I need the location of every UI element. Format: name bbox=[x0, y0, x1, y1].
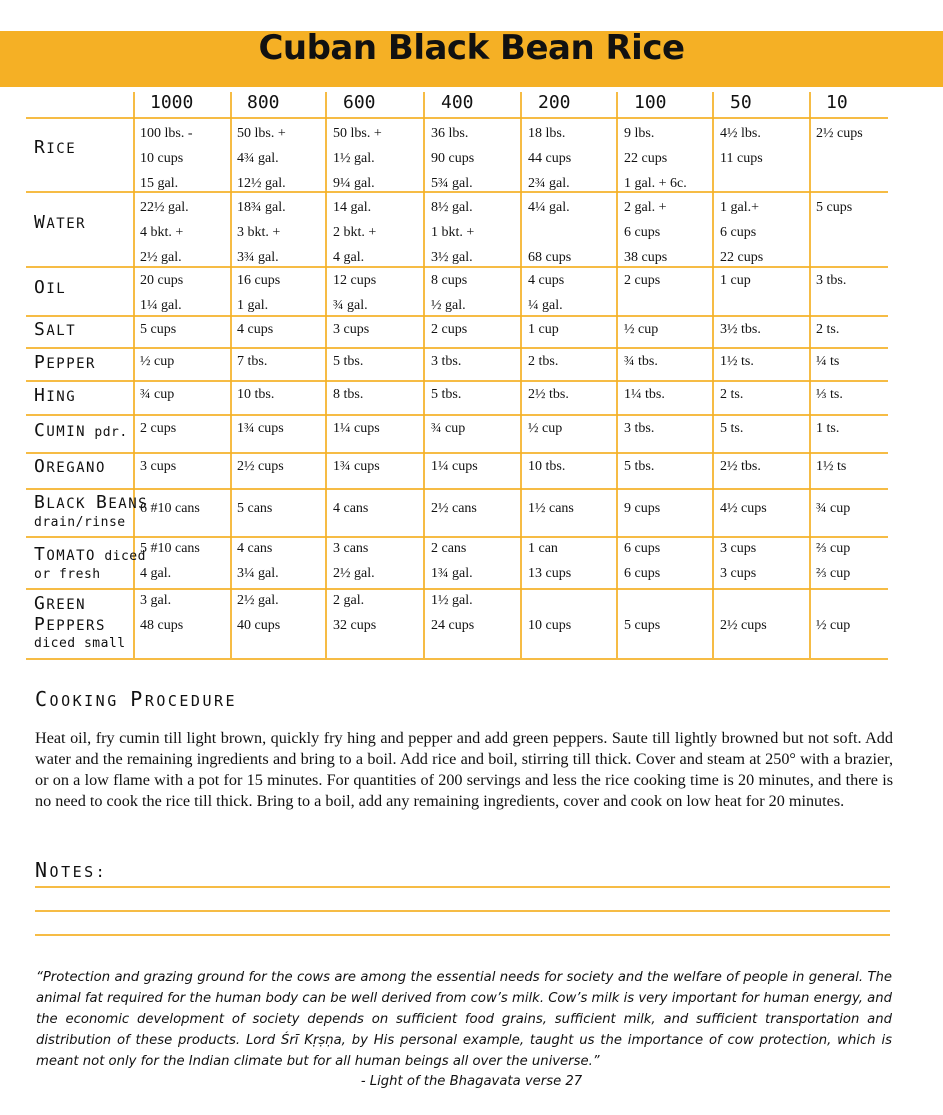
row-rule bbox=[26, 658, 888, 660]
cell-line: 6 cups bbox=[720, 225, 757, 240]
notes-heading: NOTES: bbox=[35, 858, 108, 882]
cell-line: 2 cans bbox=[431, 541, 467, 556]
table-cell bbox=[720, 416, 743, 441]
cell-line: 4½ cups bbox=[720, 501, 767, 516]
table-cell bbox=[140, 195, 189, 270]
table-cell bbox=[720, 349, 754, 374]
cell-line: 1½ ts. bbox=[720, 354, 754, 369]
column-header-600: 600 bbox=[343, 92, 376, 113]
cell-line: 5 tbs. bbox=[624, 459, 655, 474]
table-cell bbox=[237, 416, 284, 441]
cell-line: 16 cups bbox=[237, 273, 281, 288]
table-cell bbox=[237, 268, 280, 318]
cell-line: 1 gal. + 6c. bbox=[624, 176, 687, 191]
table-cell bbox=[720, 317, 761, 342]
cell-line: 2½ tbs. bbox=[720, 459, 761, 474]
cell-line: 6 cups bbox=[624, 566, 661, 581]
cell-line: 1¼ cups bbox=[333, 421, 380, 436]
table-cell bbox=[528, 349, 558, 374]
table-cell bbox=[624, 382, 665, 407]
row-label: CUMIN pdr. bbox=[34, 420, 128, 441]
cell-line: 6 cups bbox=[624, 541, 661, 556]
cell-line: 3¾ gal. bbox=[237, 250, 279, 265]
table-cell bbox=[816, 121, 863, 196]
cell-line: ⅔ cup bbox=[816, 541, 851, 556]
column-rule bbox=[520, 92, 522, 658]
cell-line: 1 gal. bbox=[237, 298, 269, 313]
cell-line: 1 ts. bbox=[816, 421, 840, 436]
cell-line: 5 tbs. bbox=[431, 387, 462, 402]
table-cell bbox=[624, 268, 660, 318]
column-rule bbox=[809, 92, 811, 658]
column-rule bbox=[423, 92, 425, 658]
table-cell bbox=[816, 349, 839, 374]
cell-line: 22 cups bbox=[624, 151, 668, 166]
cell-line bbox=[528, 220, 571, 245]
table-cell bbox=[333, 382, 363, 407]
row-rule bbox=[26, 488, 888, 490]
cell-line: 2 cups bbox=[624, 273, 661, 288]
table-cell bbox=[140, 268, 183, 318]
cell-line: 4 bkt. + bbox=[140, 225, 184, 240]
cell-line bbox=[720, 171, 763, 196]
row-label: TOMATO diced or fresh bbox=[34, 544, 146, 582]
table-cell bbox=[624, 195, 667, 270]
row-label: HING bbox=[34, 385, 77, 406]
table-cell bbox=[431, 317, 467, 342]
cell-line: 4½ lbs. bbox=[720, 126, 761, 141]
cell-line bbox=[816, 146, 863, 171]
cell-line: 2 gal. + bbox=[624, 200, 667, 215]
column-header-400: 400 bbox=[441, 92, 474, 113]
cell-line: 14 gal. bbox=[333, 200, 372, 215]
cell-line: 20 cups bbox=[140, 273, 184, 288]
table-cell bbox=[624, 588, 660, 638]
cell-line: 48 cups bbox=[140, 618, 184, 633]
cell-line: 4 cans bbox=[237, 541, 273, 556]
cell-line: 90 cups bbox=[431, 151, 475, 166]
cell-line: 8 tbs. bbox=[333, 387, 364, 402]
row-label: WATER bbox=[34, 212, 87, 233]
cell-line bbox=[816, 245, 852, 270]
cell-line: 4 cups bbox=[237, 322, 274, 337]
table-cell bbox=[140, 349, 174, 374]
column-header-10: 10 bbox=[826, 92, 848, 113]
page-title: Cuban Black Bean Rice bbox=[258, 28, 685, 68]
table-cell bbox=[528, 496, 574, 521]
cell-line: ¾ cup bbox=[816, 501, 851, 516]
cell-line: 18¾ gal. bbox=[237, 200, 286, 215]
cell-line: 3 cups bbox=[720, 541, 757, 556]
cell-line: 2½ tbs. bbox=[528, 387, 569, 402]
table-cell bbox=[816, 268, 846, 318]
cell-line bbox=[720, 588, 767, 613]
table-cell bbox=[720, 121, 763, 196]
cell-line bbox=[816, 171, 863, 196]
table-cell bbox=[237, 454, 284, 479]
cell-line bbox=[720, 293, 751, 318]
cell-line: 44 cups bbox=[528, 151, 572, 166]
cell-line: 22 cups bbox=[720, 250, 764, 265]
table-cell bbox=[624, 416, 654, 441]
table-cell bbox=[237, 349, 267, 374]
cell-line: 9¼ gal. bbox=[333, 176, 375, 191]
cell-line: 3 cans bbox=[333, 541, 369, 556]
cell-line bbox=[528, 588, 571, 613]
cell-line: 2 cups bbox=[140, 421, 177, 436]
table-cell bbox=[333, 268, 376, 318]
row-label: OREGANO bbox=[34, 456, 106, 477]
table-cell bbox=[720, 536, 756, 586]
table-cell bbox=[816, 317, 839, 342]
cell-line: 1¾ gal. bbox=[431, 566, 473, 581]
table-cell bbox=[431, 416, 465, 441]
table-cell bbox=[431, 588, 474, 638]
cell-line: 2½ gal. bbox=[333, 566, 375, 581]
cell-line bbox=[816, 293, 846, 318]
table-cell bbox=[624, 496, 660, 521]
table-cell bbox=[237, 588, 280, 638]
cell-line: 2 cups bbox=[431, 322, 468, 337]
table-cell bbox=[528, 268, 564, 318]
cell-line: 5¾ gal. bbox=[431, 176, 473, 191]
table-cell bbox=[720, 195, 763, 270]
cell-line: 4 cups bbox=[528, 273, 565, 288]
cell-line bbox=[624, 588, 660, 613]
cell-line: 3 tbs. bbox=[816, 273, 847, 288]
cell-line: ½ cup bbox=[624, 322, 659, 337]
row-label: RICE bbox=[34, 137, 77, 158]
table-cell bbox=[528, 382, 569, 407]
table-cell bbox=[237, 121, 286, 196]
table-cell bbox=[237, 317, 273, 342]
cell-line: 2½ cups bbox=[237, 459, 284, 474]
cell-line: 2½ cups bbox=[816, 126, 863, 141]
cell-line: 8½ gal. bbox=[431, 200, 473, 215]
cell-line: 1½ cans bbox=[528, 501, 574, 516]
row-label: OIL bbox=[34, 277, 67, 298]
table-cell bbox=[237, 496, 272, 521]
notes-line[interactable] bbox=[35, 886, 890, 888]
cell-line: 10 tbs. bbox=[237, 387, 275, 402]
cooking-procedure-heading: COOKING PROCEDURE bbox=[35, 687, 238, 711]
cell-line: 5 #10 cans bbox=[140, 541, 200, 556]
table-cell bbox=[333, 588, 376, 638]
cell-line: 5 cups bbox=[140, 322, 177, 337]
notes-line[interactable] bbox=[35, 934, 890, 936]
notes-line[interactable] bbox=[35, 910, 890, 912]
cell-line: 100 lbs. - bbox=[140, 126, 193, 141]
cell-line: 1½ gal. bbox=[431, 593, 473, 608]
cell-line: 2 tbs. bbox=[528, 354, 559, 369]
cell-line: 32 cups bbox=[333, 618, 377, 633]
cell-line: ½ cup bbox=[528, 421, 563, 436]
cell-line: 18 lbs. bbox=[528, 126, 566, 141]
cell-line: 7 tbs. bbox=[237, 354, 268, 369]
cell-line: 1¼ gal. bbox=[140, 298, 182, 313]
table-cell bbox=[140, 416, 176, 441]
cell-line: 3 cups bbox=[333, 322, 370, 337]
table-cell bbox=[333, 454, 380, 479]
column-header-50: 50 bbox=[730, 92, 752, 113]
cell-line: 1¼ cups bbox=[431, 459, 478, 474]
table-cell bbox=[528, 317, 559, 342]
cell-line: 1 cup bbox=[528, 322, 559, 337]
column-rule bbox=[325, 92, 327, 658]
cell-line: 5 cups bbox=[816, 200, 853, 215]
cell-line: 4 cans bbox=[333, 501, 369, 516]
cell-line: 3 cups bbox=[720, 566, 757, 581]
cell-line: 22½ gal. bbox=[140, 200, 189, 215]
cell-line: 2 ts. bbox=[816, 322, 840, 337]
table-cell bbox=[333, 317, 369, 342]
cell-line: 12 cups bbox=[333, 273, 377, 288]
cell-line: 36 lbs. bbox=[431, 126, 469, 141]
table-cell bbox=[237, 536, 279, 586]
cell-line: 3 gal. bbox=[140, 593, 172, 608]
table-cell bbox=[816, 588, 850, 638]
column-header-800: 800 bbox=[247, 92, 280, 113]
table-cell bbox=[816, 536, 850, 586]
cell-line: 2½ gal. bbox=[140, 250, 182, 265]
cell-line: 3 tbs. bbox=[431, 354, 462, 369]
table-cell bbox=[816, 416, 839, 441]
table-cell bbox=[237, 382, 274, 407]
table-cell bbox=[720, 268, 751, 318]
cell-line: ¼ gal. bbox=[528, 298, 563, 313]
cell-line: ⅔ cup bbox=[816, 566, 851, 581]
table-cell bbox=[140, 496, 200, 521]
cell-line: 5 cups bbox=[624, 618, 661, 633]
cell-line: ¾ cup bbox=[431, 421, 466, 436]
cell-line: 6 #10 cans bbox=[140, 501, 200, 516]
cell-line bbox=[816, 588, 850, 613]
table-cell bbox=[528, 416, 562, 441]
table-cell bbox=[624, 454, 654, 479]
cell-line: 5 ts. bbox=[720, 421, 744, 436]
table-cell bbox=[624, 349, 658, 374]
cell-line: 4 gal. bbox=[333, 250, 365, 265]
column-header-100: 100 bbox=[634, 92, 667, 113]
cell-line: 10 cups bbox=[528, 618, 572, 633]
cell-line: 2½ cans bbox=[431, 501, 477, 516]
table-cell bbox=[431, 382, 461, 407]
table-cell bbox=[720, 382, 743, 407]
table-cell bbox=[431, 121, 474, 196]
table-cell bbox=[431, 496, 477, 521]
cell-line: 10 cups bbox=[140, 151, 184, 166]
cell-line: 1 gal.+ bbox=[720, 200, 759, 215]
cell-line: 11 cups bbox=[720, 151, 763, 166]
cell-line: 15 gal. bbox=[140, 176, 179, 191]
table-cell bbox=[333, 416, 380, 441]
table-cell bbox=[333, 195, 376, 270]
column-rule bbox=[230, 92, 232, 658]
cell-line bbox=[624, 293, 660, 318]
cell-line: 24 cups bbox=[431, 618, 475, 633]
cell-line: 2½ gal. bbox=[237, 593, 279, 608]
table-cell bbox=[624, 536, 660, 586]
table-cell bbox=[720, 496, 767, 521]
cell-line: 3 bkt. + bbox=[237, 225, 281, 240]
table-cell bbox=[431, 268, 467, 318]
table-cell bbox=[431, 536, 473, 586]
table-cell bbox=[816, 195, 852, 270]
table-cell bbox=[528, 195, 571, 270]
cell-line: ½ cup bbox=[140, 354, 175, 369]
table-cell bbox=[333, 536, 375, 586]
cell-line: ½ cup bbox=[816, 618, 851, 633]
cell-line: 1 bkt. + bbox=[431, 225, 475, 240]
row-label: PEPPER bbox=[34, 352, 96, 373]
cell-line: ¾ tbs. bbox=[624, 354, 658, 369]
cell-line: ¾ gal. bbox=[333, 298, 368, 313]
table-rule bbox=[26, 117, 888, 119]
cell-line: 50 lbs. + bbox=[333, 126, 382, 141]
table-cell bbox=[816, 454, 846, 479]
column-rule bbox=[616, 92, 618, 658]
cell-line: 3½ gal. bbox=[431, 250, 473, 265]
cell-line: 3 tbs. bbox=[624, 421, 655, 436]
table-cell bbox=[528, 588, 571, 638]
cell-line: 1 cup bbox=[720, 273, 751, 288]
cell-line: 68 cups bbox=[528, 250, 572, 265]
cell-line: 3¼ gal. bbox=[237, 566, 279, 581]
cell-line: 50 lbs. + bbox=[237, 126, 286, 141]
cell-line: 2 ts. bbox=[720, 387, 744, 402]
cell-line: ¼ ts bbox=[816, 354, 840, 369]
table-cell bbox=[720, 588, 767, 638]
table-cell bbox=[528, 454, 565, 479]
cell-line: 12½ gal. bbox=[237, 176, 286, 191]
table-cell bbox=[431, 349, 461, 374]
table-cell bbox=[816, 496, 850, 521]
table-cell bbox=[528, 121, 571, 196]
cell-line: ⅓ ts. bbox=[816, 387, 843, 402]
table-cell bbox=[237, 195, 286, 270]
cell-line: 9 cups bbox=[624, 501, 661, 516]
table-cell bbox=[624, 317, 658, 342]
cell-line: 13 cups bbox=[528, 566, 572, 581]
table-cell bbox=[431, 195, 474, 270]
table-cell bbox=[333, 349, 363, 374]
row-label: BLACK BEANS drain/rinse bbox=[34, 492, 149, 530]
row-label: GREEN PEPPERS diced small bbox=[34, 593, 126, 652]
cell-line: 1½ gal. bbox=[333, 151, 375, 166]
table-cell bbox=[333, 121, 382, 196]
cell-line: ½ gal. bbox=[431, 298, 466, 313]
cell-line: 5 cans bbox=[237, 501, 273, 516]
cell-line: 10 tbs. bbox=[528, 459, 566, 474]
cell-line: 40 cups bbox=[237, 618, 281, 633]
table-cell bbox=[431, 454, 478, 479]
quote-attribution: - Light of the Bhagavata verse 27 bbox=[360, 1074, 583, 1089]
table-cell bbox=[140, 121, 193, 196]
table-cell bbox=[720, 454, 761, 479]
cooking-procedure-text: Heat oil, fry cumin till light brown, quickly fry hing and pepper and add green peppers. Saute till lightly browned but not soft. Add water and the remaining ingredients and bring to a boil. Add rice and boil, stirring till thick. Cover and steam at 250° with a brazier, or on a low flame with a pot for 15 minutes. For quantities of 200 servings and less the rice cooking time is 20 minutes, and there is no need to cook the rice till thick. Bring to a boil, add any remaining ingredients, cover and cook on low heat for 20 minutes. bbox=[35, 729, 893, 810]
table-cell bbox=[140, 454, 176, 479]
cell-line: 1½ ts bbox=[816, 459, 847, 474]
cell-line: 4¼ gal. bbox=[528, 200, 570, 215]
table-cell bbox=[140, 536, 200, 586]
cell-line: 2½ cups bbox=[720, 618, 767, 633]
table-cell bbox=[140, 588, 183, 638]
table-cell bbox=[140, 317, 176, 342]
cell-line: 3½ tbs. bbox=[720, 322, 761, 337]
cell-line: 38 cups bbox=[624, 250, 668, 265]
cell-line: 3 cups bbox=[140, 459, 177, 474]
cell-line: 2¾ gal. bbox=[528, 176, 570, 191]
cell-line: ¾ cup bbox=[140, 387, 175, 402]
table-cell bbox=[140, 382, 174, 407]
cell-line bbox=[816, 220, 852, 245]
table-cell bbox=[816, 382, 843, 407]
cell-line: 6 cups bbox=[624, 225, 661, 240]
cell-line: 4¾ gal. bbox=[237, 151, 279, 166]
cell-line: 1 can bbox=[528, 541, 558, 556]
cell-line: 9 lbs. bbox=[624, 126, 655, 141]
cell-line: 1¼ tbs. bbox=[624, 387, 665, 402]
cell-line: 5 tbs. bbox=[333, 354, 364, 369]
quote-text: “Protection and grazing ground for the cows are among the essential needs for society and the welfare of people in general. The animal fat required for the human body can be well derived from cow’s milk. Cow’s milk is very important for human energy, and the economic development of society depends on sufficient food grains, sufficient milk, and sufficient transportation and distribution of these products. Lord Śrī Kṛṣṇa, by His personal example, taught us the importance of cow protection, which is meant not only for the Indian climate but for all human beings all over the universe.” bbox=[36, 970, 892, 1069]
column-header-200: 200 bbox=[538, 92, 571, 113]
cell-line: 1¾ cups bbox=[333, 459, 380, 474]
table-cell bbox=[528, 536, 571, 586]
cell-line: 2 gal. bbox=[333, 593, 365, 608]
column-header-1000: 1000 bbox=[150, 92, 194, 113]
cell-line: 8 cups bbox=[431, 273, 468, 288]
table-cell bbox=[333, 496, 368, 521]
cell-line: 4 gal. bbox=[140, 566, 172, 581]
column-rule bbox=[712, 92, 714, 658]
table-cell bbox=[624, 121, 687, 196]
row-label: SALT bbox=[34, 319, 77, 340]
cell-line: 1¾ cups bbox=[237, 421, 284, 436]
cell-line: 2 bkt. + bbox=[333, 225, 377, 240]
